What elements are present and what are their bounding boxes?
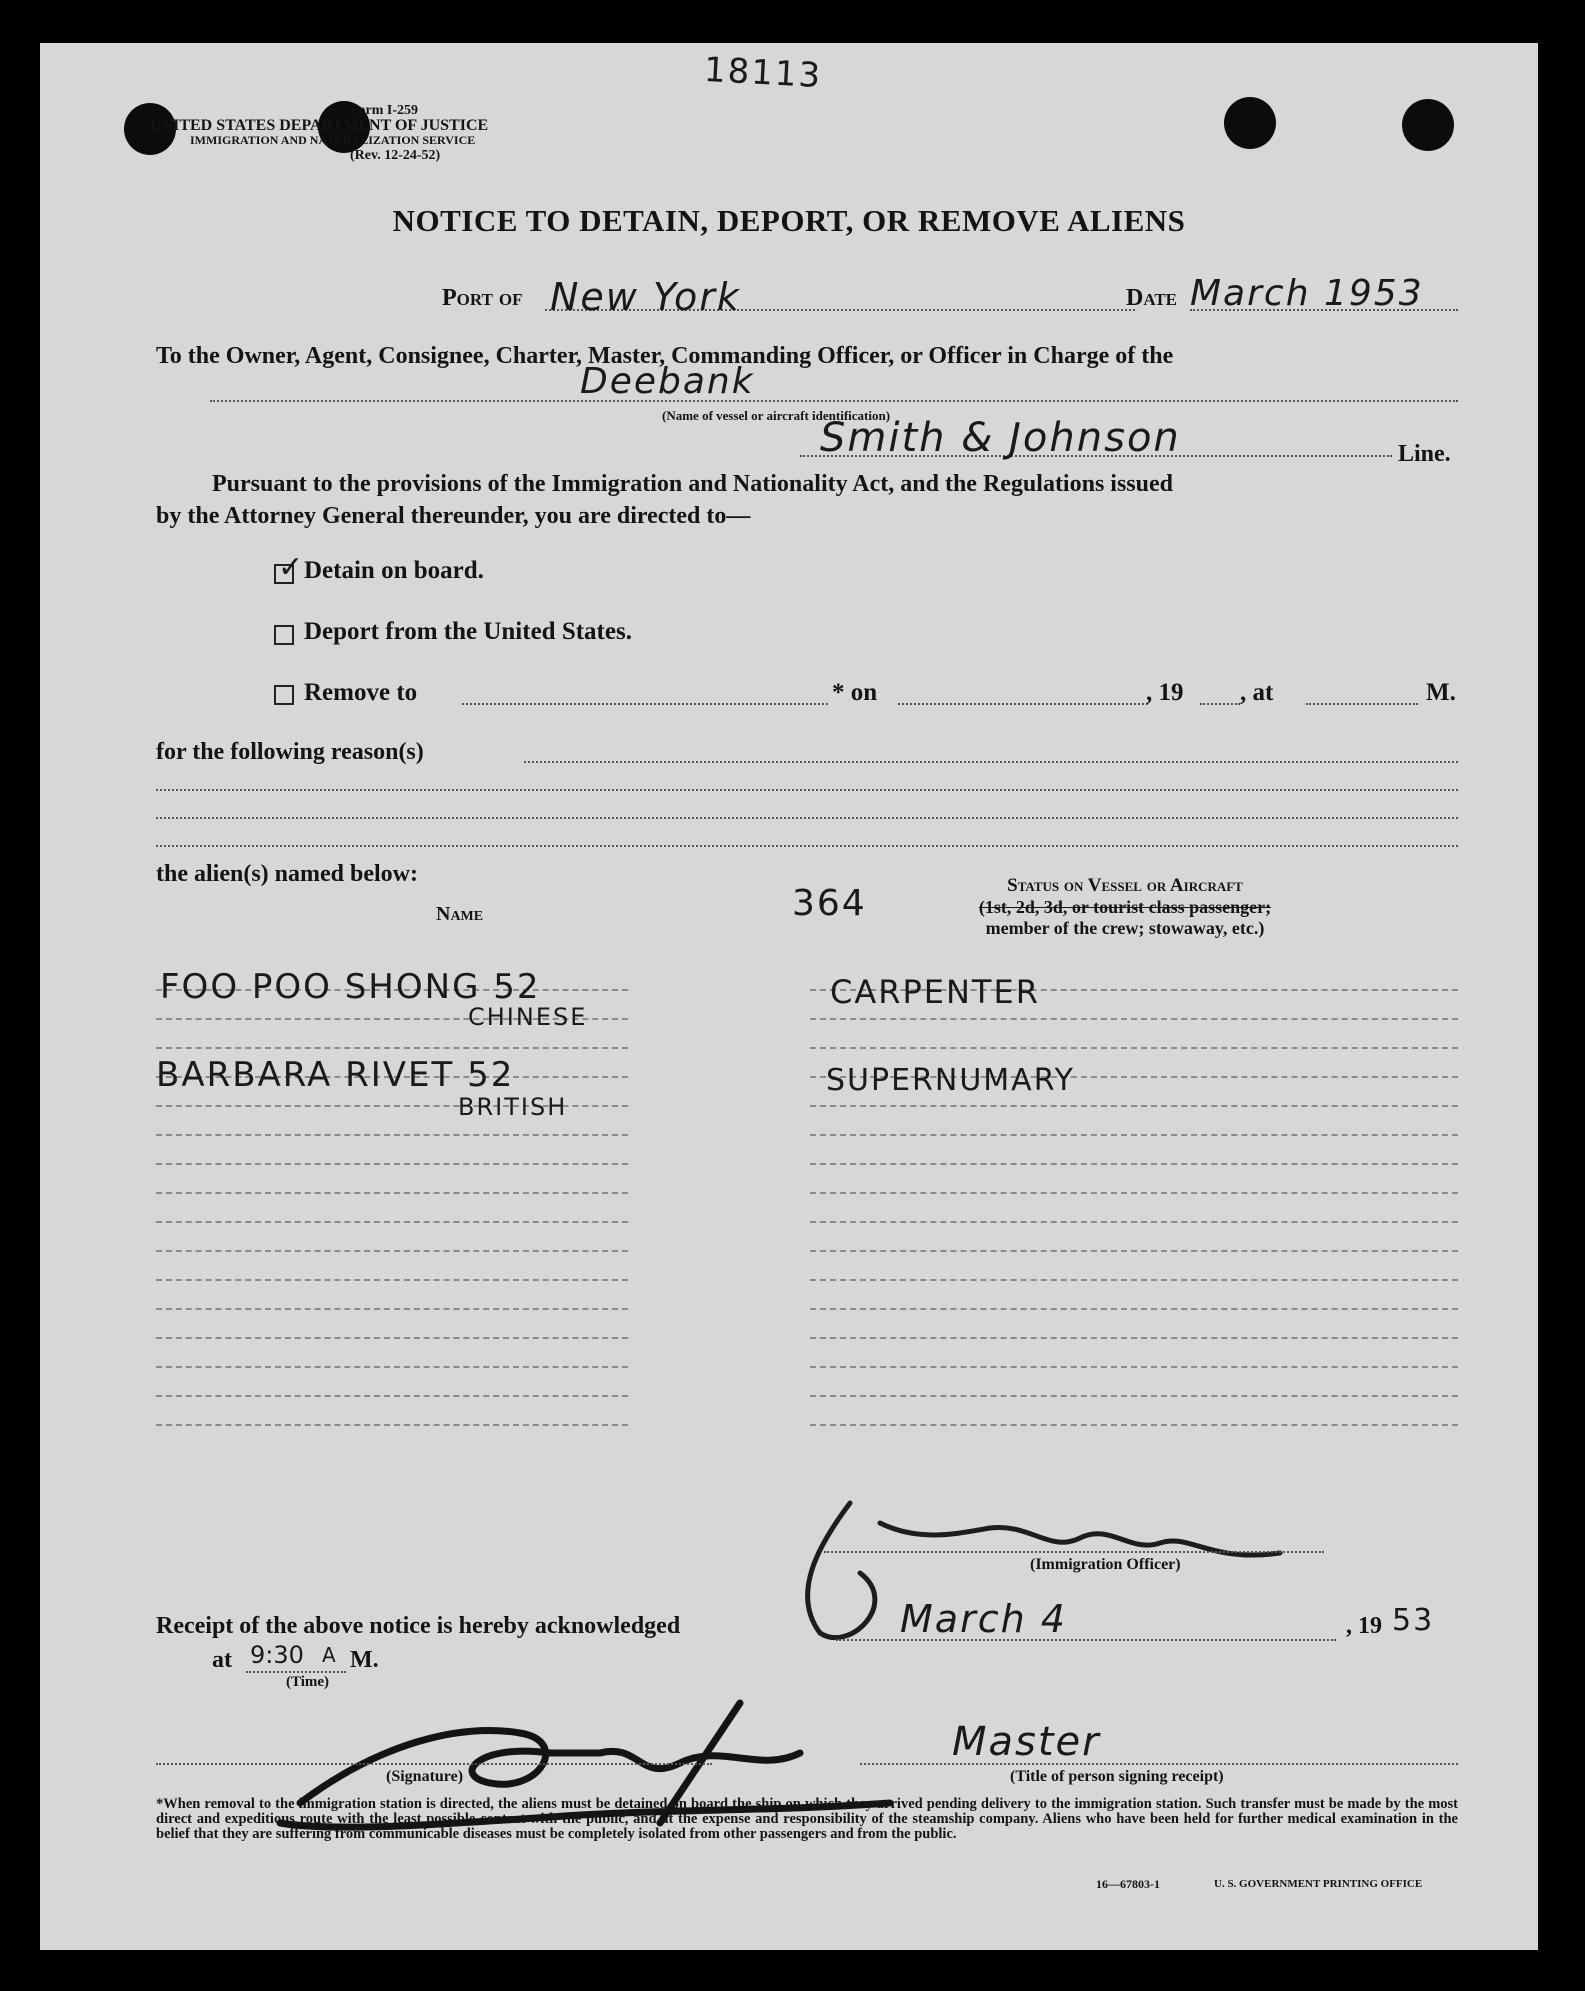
agency-dept: UNITED STATES DEPARTMENT OF JUSTICE bbox=[150, 117, 489, 134]
port-value: New York bbox=[550, 275, 741, 319]
table-rule-line bbox=[156, 1337, 628, 1339]
page-title: NOTICE TO DETAIN, DEPORT, OR REMOVE ALIENS bbox=[392, 203, 1186, 238]
table-rule-line bbox=[810, 1047, 1458, 1049]
punch-hole-right-1 bbox=[1224, 97, 1276, 149]
remove-destination-line bbox=[462, 703, 828, 705]
vessel-caption: (Name of vessel or aircraft identification) bbox=[662, 408, 891, 423]
reasons-line-1 bbox=[524, 761, 1458, 763]
reasons-label: for the following reason(s) bbox=[156, 739, 424, 765]
line-value: Smith & Johnson bbox=[820, 415, 1181, 461]
receipt-ampm-value: A bbox=[322, 1643, 338, 1667]
receipt-time-caption: (Time) bbox=[286, 1674, 330, 1690]
option-remove-label: Remove to bbox=[304, 679, 418, 706]
reasons-line-2 bbox=[156, 789, 1458, 791]
alien-1-name: FOO POO SHONG 52 bbox=[160, 967, 541, 1007]
table-rule-line bbox=[156, 1395, 628, 1397]
table-rule-line bbox=[810, 1308, 1458, 1310]
receipt-year-value: 53 bbox=[1392, 1603, 1435, 1638]
signature-caption: (Signature) bbox=[386, 1768, 464, 1785]
receipt-text: Receipt of the above notice is hereby acknowledged bbox=[156, 1613, 681, 1639]
form-number: Form I-259 bbox=[350, 103, 419, 118]
immigration-officer-signature bbox=[780, 1483, 1340, 1683]
remove-time-line bbox=[1306, 703, 1418, 705]
signature-line bbox=[156, 1763, 712, 1765]
punch-hole-right-2 bbox=[1402, 99, 1454, 151]
table-rule-line bbox=[810, 1134, 1458, 1136]
status-header-line-2: member of the crew; stowaway, etc.) bbox=[985, 918, 1265, 938]
top-file-number: 18113 bbox=[703, 49, 824, 97]
table-rule-line bbox=[810, 1221, 1458, 1223]
table-rule-line bbox=[156, 1424, 628, 1426]
receipt-at-label: at bbox=[212, 1647, 232, 1673]
table-rule-line bbox=[810, 1395, 1458, 1397]
title-line bbox=[860, 1763, 1458, 1765]
table-rule-line bbox=[810, 1163, 1458, 1165]
remove-on-label: * on bbox=[832, 679, 878, 706]
date-label: Date bbox=[1126, 285, 1178, 311]
vessel-line bbox=[210, 400, 1458, 402]
table-rule-line bbox=[156, 1047, 628, 1049]
alien-1-nationality: CHINESE bbox=[468, 1003, 588, 1031]
name-column-header: Name bbox=[436, 903, 484, 925]
table-rule-line bbox=[156, 1134, 628, 1136]
receipt-year-prefix: , 19 bbox=[1346, 1613, 1382, 1639]
deport-checkbox[interactable] bbox=[274, 625, 294, 645]
handwritten-count: 364 bbox=[792, 883, 867, 924]
form-revision: (Rev. 12-24-52) bbox=[350, 148, 441, 163]
alien-1-status: CARPENTER bbox=[830, 973, 1040, 1011]
aliens-label: the alien(s) named below: bbox=[156, 861, 418, 887]
remove-checkbox[interactable] bbox=[274, 685, 294, 705]
printer-name: U. S. GOVERNMENT PRINTING OFFICE bbox=[1214, 1878, 1423, 1890]
table-rule-line bbox=[810, 1192, 1458, 1194]
table-rule-line bbox=[810, 1250, 1458, 1252]
port-label: Port of bbox=[442, 285, 523, 311]
table-rule-line bbox=[810, 1424, 1458, 1426]
status-header-title: Status on Vessel or Aircraft bbox=[1007, 875, 1243, 896]
receipt-time-line bbox=[246, 1671, 346, 1673]
remove-m-label: M. bbox=[1426, 679, 1456, 706]
form-page bbox=[40, 43, 1538, 1950]
remove-year-line bbox=[1200, 703, 1240, 705]
table-rule-line bbox=[810, 1366, 1458, 1368]
line-suffix: Line. bbox=[1398, 441, 1451, 467]
addressee-text: To the Owner, Agent, Consignee, Charter, Master, Commanding Officer, or Officer in Charge of the bbox=[156, 343, 1174, 369]
table-rule-line bbox=[810, 1018, 1458, 1020]
vessel-value: Deebank bbox=[580, 361, 755, 402]
table-rule-line bbox=[156, 1250, 628, 1252]
alien-2-status: SUPERNUMARY bbox=[826, 1063, 1075, 1098]
option-detain-label: Detain on board. bbox=[304, 557, 484, 584]
receipt-m-label: M. bbox=[350, 1647, 379, 1673]
table-rule-line bbox=[156, 1192, 628, 1194]
detain-checkbox[interactable] bbox=[274, 550, 304, 585]
alien-2-nationality: BRITISH bbox=[458, 1093, 568, 1121]
status-column-header bbox=[920, 875, 1330, 939]
status-header-line-1: (1st, 2d, 3d, or tourist class passenger; bbox=[978, 897, 1272, 917]
table-rule-line bbox=[156, 1163, 628, 1165]
table-rule-line bbox=[810, 1337, 1458, 1339]
option-deport-label: Deport from the United States. bbox=[304, 618, 632, 645]
table-rule-line bbox=[156, 1308, 628, 1310]
table-rule-line bbox=[156, 1279, 628, 1281]
pursuant-line-2: by the Attorney General thereunder, you are directed to— bbox=[156, 503, 751, 529]
title-caption: (Title of person signing receipt) bbox=[1010, 1768, 1224, 1785]
date-value: March 1953 bbox=[1190, 273, 1424, 314]
title-value: Master bbox=[952, 1719, 1101, 1765]
check-mark-icon: ✓ bbox=[278, 550, 304, 585]
pursuant-line-1: Pursuant to the provisions of the Immigration and Nationality Act, and the Regulations issued bbox=[212, 471, 1173, 497]
immigration-officer-caption: (Immigration Officer) bbox=[1030, 1556, 1181, 1573]
reasons-line-3 bbox=[156, 817, 1458, 819]
table-rule-line bbox=[156, 1366, 628, 1368]
print-code: 16—67803-1 bbox=[1096, 1877, 1160, 1891]
table-rule-line bbox=[156, 1221, 628, 1223]
alien-2-name: BARBARA RIVET 52 bbox=[156, 1055, 515, 1095]
receipt-time-value: 9:30 bbox=[250, 1641, 304, 1669]
receipt-date-value: March 4 bbox=[900, 1597, 1067, 1641]
remove-date-line bbox=[898, 703, 1148, 705]
table-rule-line bbox=[810, 1105, 1458, 1107]
reasons-line-4 bbox=[156, 845, 1458, 847]
immigration-officer-line bbox=[824, 1551, 1324, 1553]
agency-service: IMMIGRATION AND NATURALIZATION SERVICE bbox=[190, 133, 476, 147]
form-header bbox=[150, 103, 620, 163]
footnote: *When removal to the immigration station is directed, the aliens must be detained on board the ship on which they arrived pending delivery to the immigration station. Such transfer must be made by the most direct and expeditious route with the least possible contact with the public, and at the expense and responsibility of the steamship company. Aliens who have been held for further medical examination in the belief that they are suffering from communicable diseases must be completely isolated from other passengers and from the public. bbox=[156, 1796, 1458, 1842]
remove-at-label: , at bbox=[1240, 679, 1274, 706]
table-rule-line bbox=[810, 1279, 1458, 1281]
remove-year-label: , 19 bbox=[1146, 679, 1184, 706]
